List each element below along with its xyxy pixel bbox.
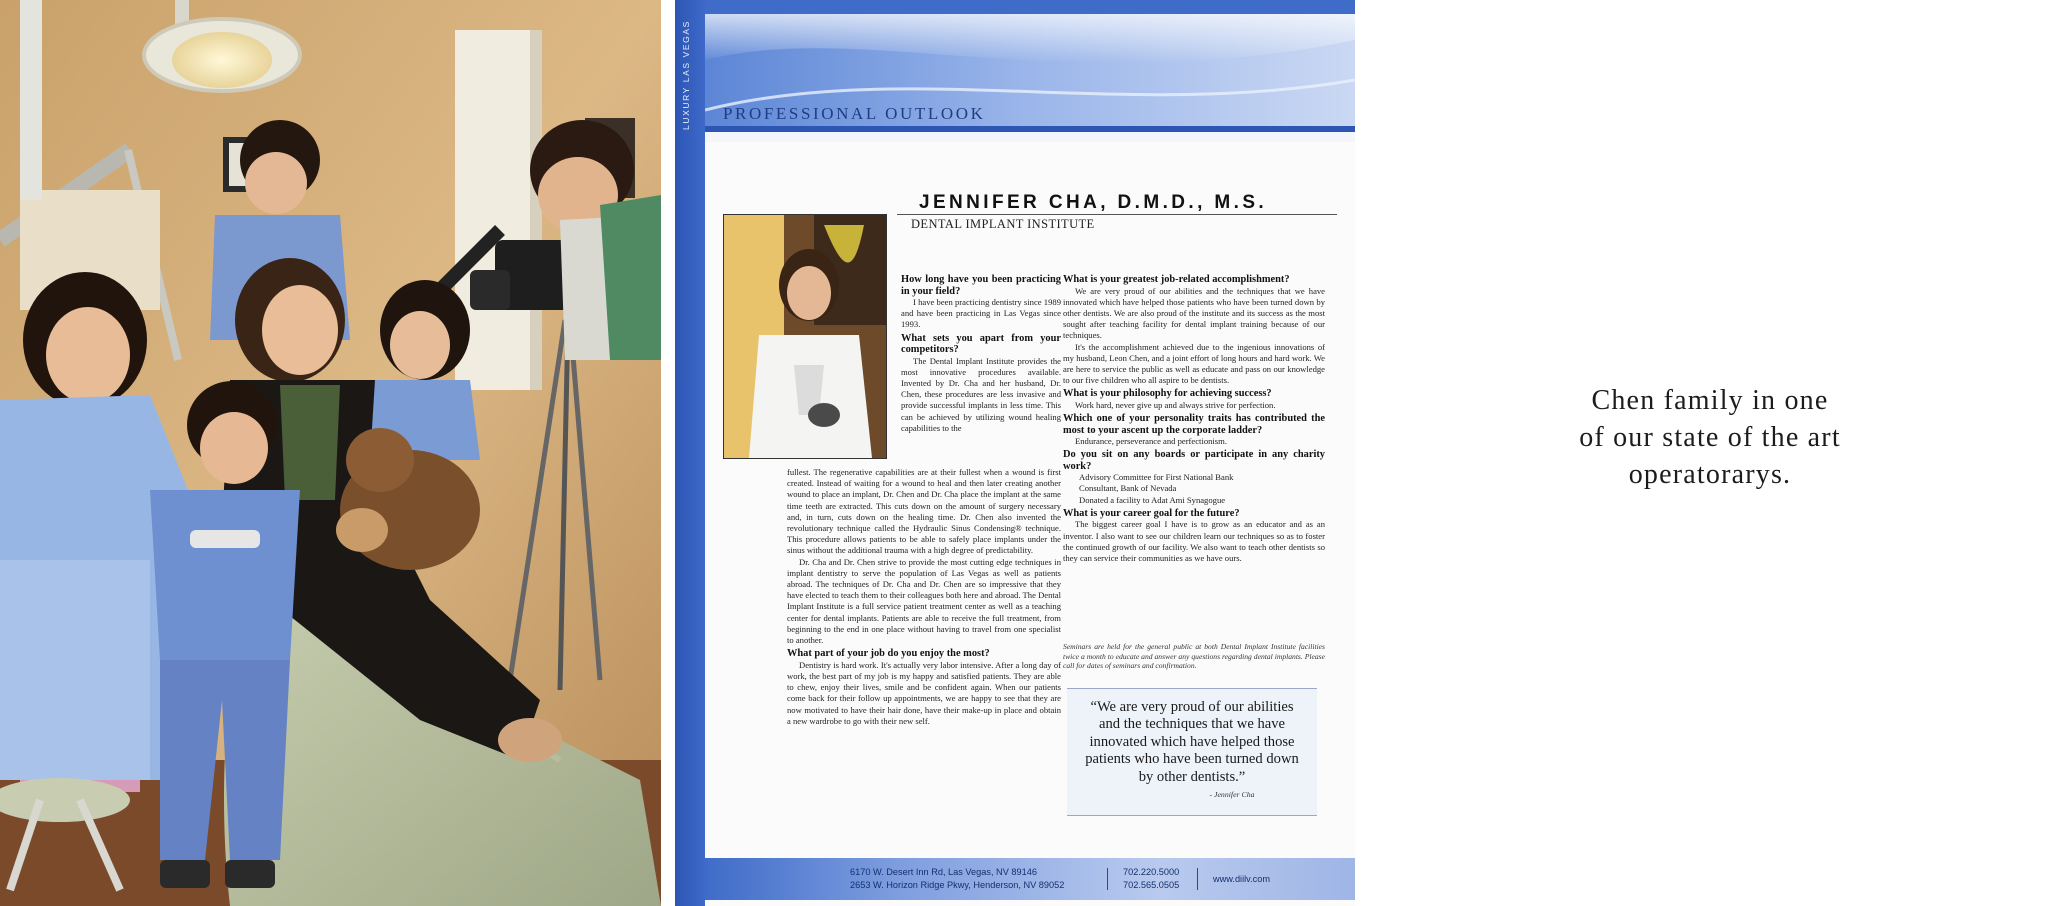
question: What is your career goal for the future? (1063, 507, 1240, 519)
article-title: JENNIFER CHA, D.M.D., M.S. (919, 192, 1268, 213)
question: What is your greatest job-related accomplishment? (1063, 274, 1290, 285)
pull-quote: “We are very proud of our abilities and the techniques that we have innovated which have helped those patients who have been turned down by other dentists.” (1085, 699, 1299, 785)
footer-separator (1197, 868, 1198, 890)
answer: The biggest career goal I have is to grow as an educator and as an inventor. I also want to see our children learn our techniques so as to foster the continued growth of our facility. We also want to teach other dentists so they can service their communities as we have ours. (1063, 519, 1325, 563)
caption-line-1: Chen family in one (1591, 385, 1829, 416)
footer-phone-2: 702.565.0505 (1123, 880, 1180, 890)
answer: I have been practicing dentistry since 1989 and have been practicing in Las Vegas since 1993. (901, 297, 1061, 330)
answer: It's the accomplishment achieved due to the ingenious innovations of my husband, Leon Chen, and a joint effort of long hours and hard work. We are here to service the public as well as educate and pass on our knowledge to our five children who all aspire to be dentists. (1063, 341, 1325, 386)
title-rule (897, 214, 1337, 215)
answer: We are very proud of our abilities and the techniques that we have innovated which have helped those patients who have been turned down by other dentists. We are also proud of the institute and its success as the most sought after teaching facility for dental implant training because of our techniques. (1063, 285, 1325, 341)
pull-quote-box (1067, 688, 1317, 816)
answer: Endurance, perseverance and perfectionism. (1075, 436, 1227, 447)
question: How long have you been practicing in your field? (901, 274, 1061, 297)
list-item: Advisory Committee for First National Bank (1079, 472, 1234, 483)
list-item: Consultant, Bank of Nevada (1079, 483, 1177, 494)
question: What part of your job do you enjoy the most? (787, 648, 990, 660)
caption-line-3: operatorarys. (1628, 459, 1792, 490)
list-item: Donated a facility to Adat Ami Synagogue (1079, 494, 1226, 505)
footer-separator (1107, 868, 1108, 890)
page-spine (675, 0, 705, 906)
footer-website: www.diilv.com (1213, 874, 1271, 884)
footer-phone-1: 702.220.5000 (1123, 867, 1180, 877)
doctor-portrait (723, 214, 887, 459)
column-right (1063, 272, 1325, 564)
seminar-note: Seminars are held for the general public at both Dental Implant Institute facilities twice a month to educate and answer any questions regarding dental implants. Please call for dates of seminars and confirmation. (1063, 642, 1325, 671)
footer-address-1: 6170 W. Desert Inn Rd, Las Vegas, NV 89146 (850, 867, 1037, 877)
question: What is your philosophy for achieving success? (1063, 388, 1272, 400)
footer-address-2: 2653 W. Horizon Ridge Pkwy, Henderson, NV 89052 (850, 880, 1065, 890)
magazine-page (675, 0, 1355, 906)
answer: Dentistry is hard work. It's actually very labor intensive. After a long day of work, the best part of my job is my happy and satisfied patients. They are able to chew, enjoy their lives, smile and be confident again. When our patients come back for their follow up appointments, we are happy to see that they are now motivated to have their hair done, have their make-up in place and obtain a new wardrobe to go with their new self. (787, 659, 1061, 726)
answer: Dr. Cha and Dr. Chen strive to provide the most cutting edge techniques in implant dentistry to serve the population of Las Vegas as well as patients abroad. The techniques of Dr. Cha and Dr. Chen are so impressive that they have elected to teach them to their colleagues both here and abroad. The Dental Implant Institute is a full service patient treatment center as well as a teaching center for dental implants. Patients are able to receive the full treatment, from beginning to the end in one place without having to travel from one specialist to another. (787, 556, 1061, 646)
family-photo (0, 0, 661, 906)
photo-caption (1490, 382, 1930, 493)
question: Which one of your personality traits has contributed the most to your ascent up the corporate ladder? (1063, 413, 1325, 436)
answer: Work hard, never give up and always strive for perfection. (1075, 399, 1276, 410)
question: Do you sit on any boards or participate in any charity work? (1063, 449, 1325, 472)
family-photo-illustration (0, 0, 661, 906)
section-label: PROFESSIONAL OUTLOOK (723, 104, 986, 123)
column-left-bottom (787, 467, 1061, 727)
article-subtitle: DENTAL IMPLANT INSTITUTE (911, 217, 1095, 231)
answer-continued: fullest. The regenerative capabilities are at their fullest when a wound is first created. Instead of waiting for a wound to heal and then later creating another wound to place an implant, Dr. Chen and Dr. Cha place the implant at the same time teeth are extracted. This cuts down on the amount of surgery necessary and, in turn, cuts down on the healing time. Dr. Chen also invented the revolutionary technique called the Hydraulic Sinus Condensing® technique. This procedure allows patients to be able to safely place implants under the sinus without the additional trauma with a high degree of predictability. (787, 467, 1061, 556)
pull-quote-attribution: - Jennifer Cha (1209, 790, 1255, 800)
question: What sets you apart from your competitors? (901, 332, 1061, 356)
answer: The Dental Implant Institute provides the most innovative procedures available. Invented by Dr. Cha and her husband, Dr. Chen, these procedures are less invasive and provide successful implants in less time. This can be achieved by utilizing wound healing capabilities to the (901, 355, 1061, 433)
column-left-top (901, 272, 1061, 434)
caption-line-2: of our state of the art (1579, 422, 1841, 453)
